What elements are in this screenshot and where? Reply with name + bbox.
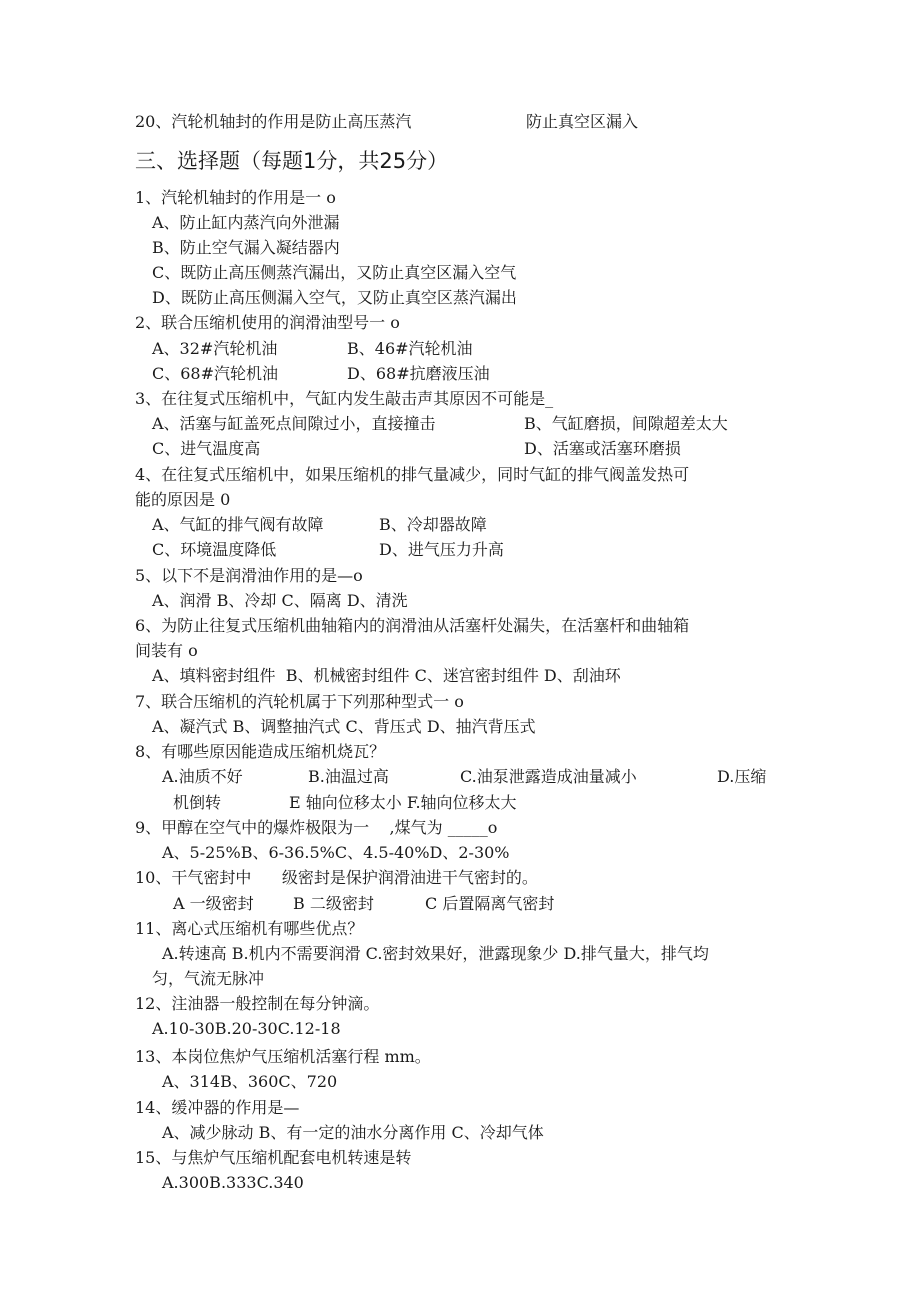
question-8-option-a: A.油质不好 (162, 767, 243, 786)
section-heading: 三、选择题（每题1分，共25分） (135, 149, 449, 173)
question-12-options: A.10-30B.20-30C.12-18 (152, 1019, 341, 1038)
question-13: 13、本岗位焦炉气压缩机活塞行程 mm。 (135, 1047, 431, 1066)
question-8: 8、有哪些原因能造成压缩机烧瓦？ (135, 742, 386, 761)
question-6-options: A、填料密封组件 B、机械密封组件 C、迷宫密封组件 D、刮油环 (152, 666, 621, 685)
question-1: 1、汽轮机轴封的作用是一 o (135, 188, 336, 207)
question-5-options: A、润滑 B、冷却 C、隔离 D、清洗 (152, 591, 408, 610)
question-15: 15、与焦炉气压缩机配套电机转速是转 (135, 1148, 412, 1167)
question-1-option-c: C、既防止高压侧蒸汽漏出，又防止真空区漏入空气 (152, 263, 517, 282)
question-8-option-b: B.油温过高 (308, 767, 389, 786)
question-14-options: A、减少脉动 B、有一定的油水分离作用 C、冷却气体 (162, 1123, 544, 1142)
question-3: 3、在往复式压缩机中，气缸内发生敲击声其原因不可能是_ (135, 389, 554, 408)
question-6: 6、为防止往复式压缩机曲轴箱内的润滑油从活塞杆处漏失，在活塞杆和曲轴箱 (135, 616, 690, 635)
question-7-options: A、凝汽式 B、调整抽汽式 C、背压式 D、抽汽背压式 (152, 717, 536, 736)
question-1-option-d: D、既防止高压侧漏入空气，又防止真空区蒸汽漏出 (152, 288, 517, 307)
question-1-option-a: A、防止缸内蒸汽向外泄漏 (152, 213, 340, 232)
question-10-option-a: A 一级密封 (173, 894, 254, 913)
question-8-cont: 机倒转 (173, 793, 222, 812)
question-6-cont: 间装有 o (135, 641, 198, 660)
question-4-option-b: B、冷却器故障 (379, 515, 487, 534)
question-3-option-a: A、活塞与缸盖死点间隙过小，直接撞击 (152, 414, 436, 433)
question-2-option-c: C、68#汽轮机油 (152, 364, 279, 383)
question-10-option-b: B 二级密封 (293, 894, 374, 913)
question-4: 4、在往复式压缩机中，如果压缩机的排气量减少，同时气缸的排气阀盖发热可 (135, 465, 690, 484)
question-8-option-c: C.油泵泄露造成油量减小 (460, 767, 637, 786)
question-8-option-d: D.压缩 (717, 767, 767, 786)
question-2-option-a: A、32#汽轮机油 (152, 339, 278, 358)
question-1-option-b: B、防止空气漏入凝结器内 (152, 238, 340, 257)
question-9: 9、甲醇在空气中的爆炸极限为一 ,煤气为 _____o (135, 818, 498, 837)
question-11: 11、离心式压缩机有哪些优点？ (135, 919, 364, 938)
question-2: 2、联合压缩机使用的润滑油型号一 o (135, 313, 400, 332)
question-14: 14、缓冲器的作用是— (135, 1098, 300, 1117)
question-10: 10、干气密封中 级密封是保护润滑油进干气密封的。 (135, 868, 538, 887)
question-2-option-b: B、46#汽轮机油 (347, 339, 473, 358)
question-20-text-cont: 防止真空区漏入 (526, 112, 639, 131)
question-11-cont: 匀，气流无脉冲 (152, 969, 265, 988)
question-7: 7、联合压缩机的汽轮机属于下列那种型式一 o (135, 692, 464, 711)
question-20-text: 20、汽轮机轴封的作用是防止高压蒸汽 (135, 112, 412, 131)
question-3-option-c: C、进气温度高 (152, 439, 261, 458)
question-13-options: A、314B、360C、720 (162, 1072, 338, 1091)
question-4-option-c: C、环境温度降低 (152, 540, 277, 559)
question-2-option-d: D、68#抗磨液压油 (347, 364, 490, 383)
question-11-options: A.转速高 B.机内不需要润滑 C.密封效果好，泄露现象少 D.排气量大，排气均 (162, 944, 709, 963)
question-3-option-d: D、活塞或活塞环磨损 (524, 439, 681, 458)
question-15-options: A.300B.333C.340 (162, 1173, 304, 1192)
question-4-option-a: A、气缸的排气阀有故障 (152, 515, 324, 534)
question-8-option-ef: E 轴向位移太小 F.轴向位移太大 (289, 793, 517, 812)
question-3-option-b: B、气缸磨损，间隙超差太大 (524, 414, 728, 433)
question-4-option-d: D、进气压力升高 (379, 540, 504, 559)
question-5: 5、以下不是润滑油作用的是—o (135, 566, 363, 585)
question-9-options: A、5-25%B、6-36.5%C、4.5-40%D、2-30% (162, 843, 510, 862)
question-10-option-c: C 后置隔离气密封 (425, 894, 555, 913)
question-4-cont: 能的原因是 0 (135, 490, 231, 509)
question-12: 12、注油器一般控制在每分钟滴。 (135, 994, 380, 1013)
